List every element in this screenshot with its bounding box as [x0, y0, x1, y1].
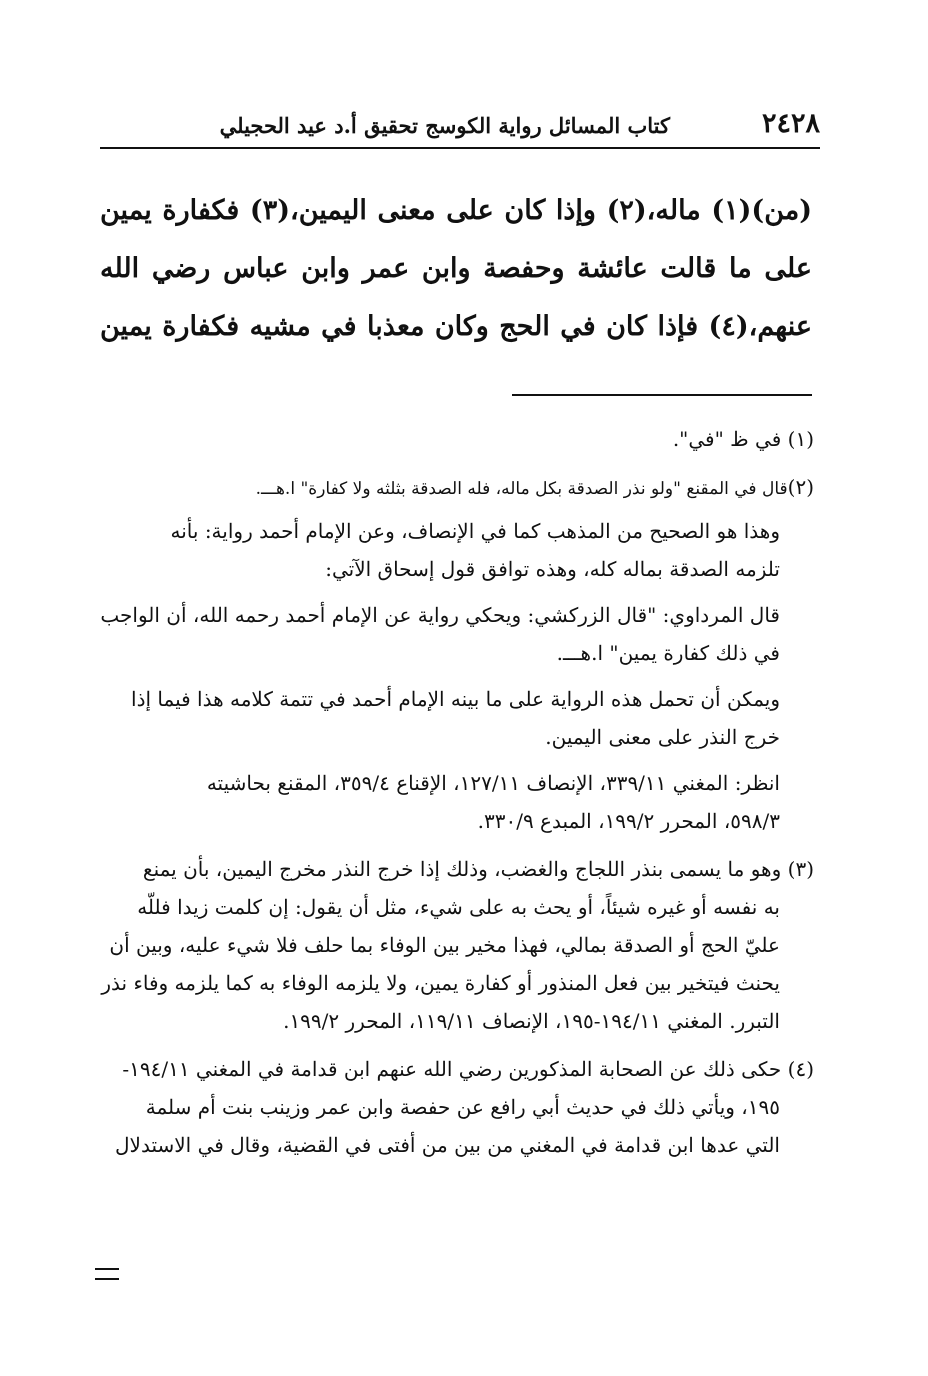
- footnote-separator: [512, 394, 812, 396]
- continuation-mark: [95, 1268, 119, 1280]
- footnote-paragraph: قال المرداوي: "قال الزركشي: ويحكي رواية عن الإمام أحمد رحمه الله، أن الواجب في ذلك كفارة يمين" ا.هـــ.: [100, 603, 780, 665]
- main-text: [100, 182, 812, 356]
- footnote-number: (٤): [787, 1057, 814, 1081]
- main-text-line: على ما قالت عائشة وحفصة وابن عمر وابن عباس رضي الله: [100, 253, 812, 284]
- main-text-line: (من)(١) ماله،(٢) وإذا كان على معنى اليمين،(٣) فكفارة يمين: [100, 195, 812, 226]
- footnote-line: (٣) وهو ما يسمى بنذر اللجاج والغضب، وذلك إذا خرج النذر مخرج اليمين، بأن يمنع: [142, 857, 814, 881]
- footnote-line: (٢)قال في المقنع "ولو نذر الصدقة بكل ماله، فله الصدقة بثلثه ولا كفارة" ا.هـــ.: [255, 475, 814, 499]
- main-text-line: عنهم،(٤) فإذا كان في الحج وكان معذبا في مشيه فكفارة يمين: [100, 311, 812, 342]
- footnote-line: (١) في ظ "في".: [672, 427, 814, 451]
- footnote-3: (٣) وهو ما يسمى بنذر اللجاج والغضب، وذلك إذا خرج النذر مخرج اليمين، بأن يمنع به نفسه أو غيره شيئاً، أو يحث به على شيء، مثل أن يقول: إن كلمت زيدا فللّه عليّ الحج أو الصدقة بمالي، فهذا مخير بين الوفاء بما حلف فلا شيء عليه، وبين أن يحنث فيتخير بين فعل المنذور أو كفارة يمين، ولا يلزمه الوفاء به كما يلزمه وفاء نذر التبرر. المغني ١٩٤/١١-١٩٥، الإنصاف ١١٩/١١، المحرر ١٩٩/٢.: [100, 850, 814, 1040]
- footnote-number: (٢): [787, 475, 814, 499]
- footnote-line: (٤) حكى ذلك عن الصحابة المذكورين رضي الله عنهم ابن قدامة في المغني ١٩٤/١١-: [122, 1057, 814, 1081]
- footnote-paragraph: انظر: المغني ٣٣٩/١١، الإنصاف ١٢٧/١١، الإقناع ٣٥٩/٤، المقنع بحاشيته ٥٩٨/٣، المحرر ١٩٩/٢، المبدع ٣٣٠/٩.: [206, 771, 780, 833]
- header-divider: [100, 147, 820, 149]
- footnote-4: (٤) حكى ذلك عن الصحابة المذكورين رضي الله عنهم ابن قدامة في المغني ١٩٤/١١- ١٩٥، ويأتي ذلك في حديث أبي رافع عن حفصة وابن عمر وزينب بنت أم سلمة التي عدها ابن قدامة في المغني من بين من أفتى في القضية، وقال في الاستدلال: [100, 1050, 814, 1164]
- footnote-number: (٣): [787, 857, 814, 881]
- footnote-paragraph: وهذا هو الصحيح من المذهب كما في الإنصاف، وعن الإمام أحمد رواية: بأنه تلزمه الصدقة بماله كله، وهذه توافق قول إسحاق الآتي:: [170, 519, 780, 581]
- running-title: كتاب المسائل رواية الكوسج تحقيق أ.د عيد الحجيلي: [219, 113, 670, 138]
- footnote-number: (١): [787, 427, 814, 451]
- footnote-2: [100, 468, 814, 840]
- footnote-paragraph: ويمكن أن تحمل هذه الرواية على ما بينه الإمام أحمد في تتمة كلامه هذا فيما إذا خرج النذر على معنى اليمين.: [131, 687, 780, 749]
- page-number: ٢٤٢٨: [761, 108, 820, 139]
- footnotes: [100, 420, 814, 1174]
- footnote-1: [100, 420, 814, 458]
- page-header: [100, 108, 820, 144]
